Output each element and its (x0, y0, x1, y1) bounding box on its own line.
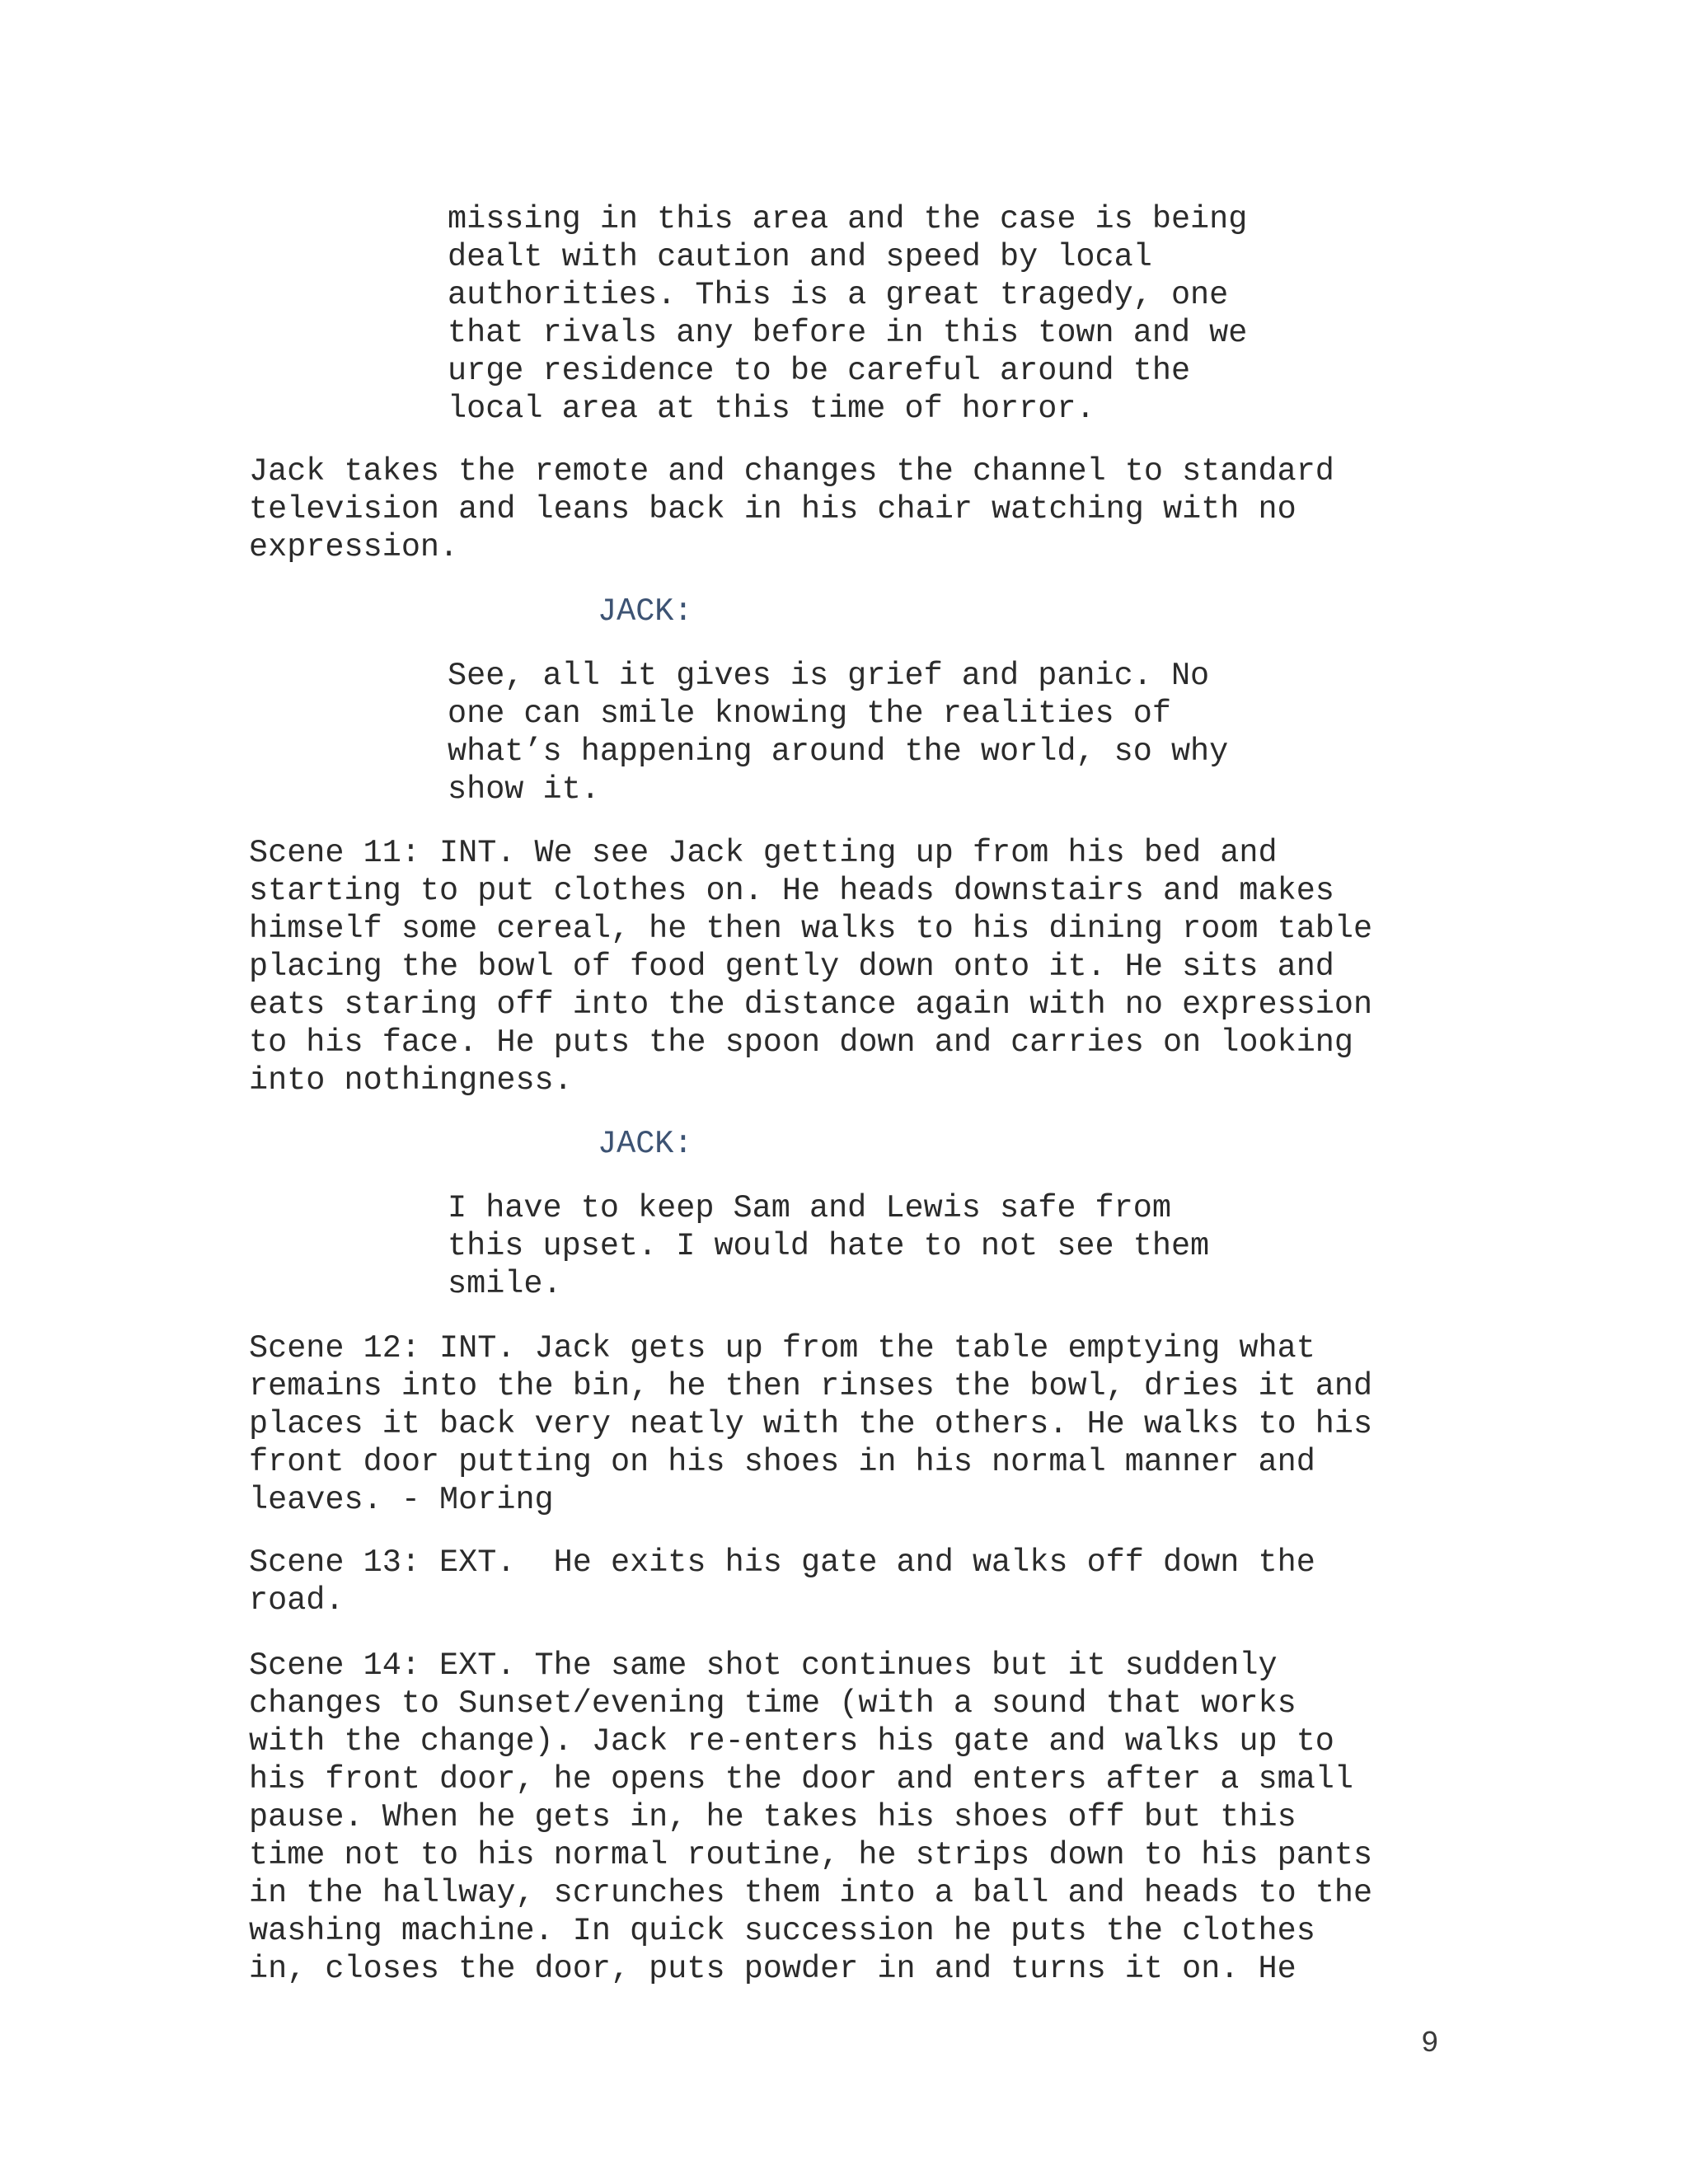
action-line: into nothingness. (249, 1062, 573, 1099)
dialogue-line: I have to keep Sam and Lewis safe from (448, 1190, 1171, 1226)
action-line: changes to Sunset/evening time (with a sound that works (249, 1685, 1296, 1722)
dialogue-block (448, 1189, 1209, 1303)
action-line: Scene 11: INT. We see Jack getting up from his bed and (249, 835, 1278, 871)
dialogue-line: dealt with caution and speed by local (448, 239, 1152, 275)
action-line: remains into the bin, he then rinses the bowl, dries it and (249, 1368, 1373, 1404)
action-block-scene-12 (249, 1329, 1372, 1519)
dialogue-line: authorities. This is a great tragedy, one (448, 277, 1229, 313)
action-line: time not to his normal routine, he strips down to his pants (249, 1837, 1373, 1873)
dialogue-line: one can smile knowing the realities of (448, 696, 1171, 732)
dialogue-line: that rivals any before in this town and we (448, 315, 1248, 351)
dialogue-line: See, all it gives is grief and panic. No (448, 658, 1210, 694)
dialogue-line: this upset. I would hate to not see them (448, 1228, 1210, 1264)
action-block-scene-11 (249, 834, 1372, 1099)
dialogue-block (448, 200, 1247, 428)
action-line: eats staring off into the distance again with no expression (249, 987, 1373, 1023)
dialogue-line: missing in this area and the case is being (448, 201, 1248, 237)
dialogue-line: urge residence to be careful around the (448, 353, 1191, 389)
action-line: Scene 12: INT. Jack gets up from the table emptying what (249, 1330, 1315, 1366)
character-name: JACK: (598, 593, 693, 630)
action-line: with the change). Jack re-enters his gate and walks up to (249, 1723, 1334, 1760)
character-name: JACK: (598, 1126, 693, 1162)
character-cue (598, 593, 693, 630)
action-line: Jack takes the remote and changes the channel to standard (249, 453, 1334, 490)
action-line: Scene 13: EXT. He exits his gate and walks off down the (249, 1544, 1315, 1581)
action-block-scene-14 (249, 1647, 1372, 1988)
action-line: leaves. - Moring (249, 1482, 554, 1518)
action-line: in the hallway, scrunches them into a ball and heads to the (249, 1875, 1373, 1911)
action-line: expression. (249, 529, 459, 565)
dialogue-line: show it. (448, 771, 600, 808)
character-cue (598, 1125, 693, 1163)
action-line: washing machine. In quick succession he puts the clothes (249, 1913, 1315, 1949)
action-line: places it back very neatly with the others. He walks to his (249, 1406, 1373, 1442)
action-block-scene-13 (249, 1544, 1315, 1619)
action-line: to his face. He puts the spoon down and carries on looking (249, 1024, 1354, 1061)
page-number: 9 (1421, 2027, 1439, 2060)
action-line: placing the bowl of food gently down onto it. He sits and (249, 949, 1334, 985)
action-line: television and leans back in his chair watching with no (249, 491, 1296, 527)
dialogue-line: local area at this time of horror. (448, 391, 1095, 427)
action-block (249, 452, 1334, 566)
action-line: himself some cereal, he then walks to his dining room table (249, 911, 1373, 947)
dialogue-line: smile. (448, 1266, 562, 1302)
action-line: Scene 14: EXT. The same shot continues but it suddenly (249, 1647, 1278, 1684)
action-line: his front door, he opens the door and enters after a small (249, 1761, 1354, 1797)
action-line: in, closes the door, puts powder in and turns it on. He (249, 1951, 1296, 1987)
dialogue-block (448, 657, 1228, 808)
action-line: front door putting on his shoes in his normal manner and (249, 1444, 1315, 1480)
action-line: road. (249, 1582, 345, 1619)
dialogue-line: what’s happening around the world, so why (448, 733, 1229, 770)
action-line: starting to put clothes on. He heads downstairs and makes (249, 873, 1334, 909)
action-line: pause. When he gets in, he takes his shoes off but this (249, 1799, 1296, 1835)
